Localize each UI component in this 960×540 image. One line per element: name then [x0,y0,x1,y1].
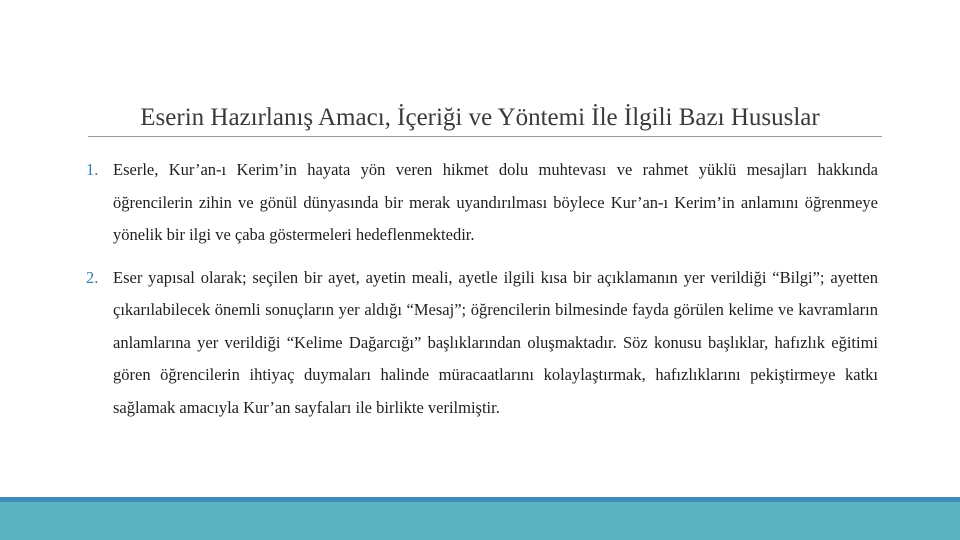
list-item [78,154,878,252]
list-item-number: 2. [86,267,99,287]
footer-band [0,502,960,540]
list-item-number: 1. [86,160,99,179]
slide-title: Eserin Hazırlanış Amacı, İçeriği ve Yöntemi İle İlgili Bazı Hususlar [140,104,820,131]
list-item [78,262,878,425]
list-item-text: Eserle, Kur’an-ı Kerim’in hayata yön veren hikmet dolu muhtevası ve rahmet yüklü mesajları hakkında öğrencilerin zihin ve gönül dünyasında bir merak uyandırılması böylece Kur’an-ı Kerim’in anlamını öğrenmeye yönelik bir ilgi ve çaba göstermeleri hedeflenmektedir. [113,160,878,244]
list-item-text: Eser yapısal olarak; seçilen bir ayet, ayetin meali, ayetle ilgili kısa bir açıklamanın yer verildiği “Bilgi”; ayetten çıkarılabilecek önemli sonuçların yer aldığı “Mesaj”; öğrencilerin bilmesinde fayda görülen kelime ve kavramların anlamlarına yer verildiği “Kelime Dağarcığı” başlıklarından oluşmaktadır. Söz konusu başlıklar, hafızlık eğitimi gören öğrencilerin ihtiyaç duymaları halinde müracaatlarını kolaylaştırmak, hafızlıklarını pekiştirmeye katkı sağlamak amacıyla Kur’an sayfaları ile birlikte verilmiştir. [113,267,878,417]
title-underline [88,136,882,137]
numbered-list [78,154,878,424]
